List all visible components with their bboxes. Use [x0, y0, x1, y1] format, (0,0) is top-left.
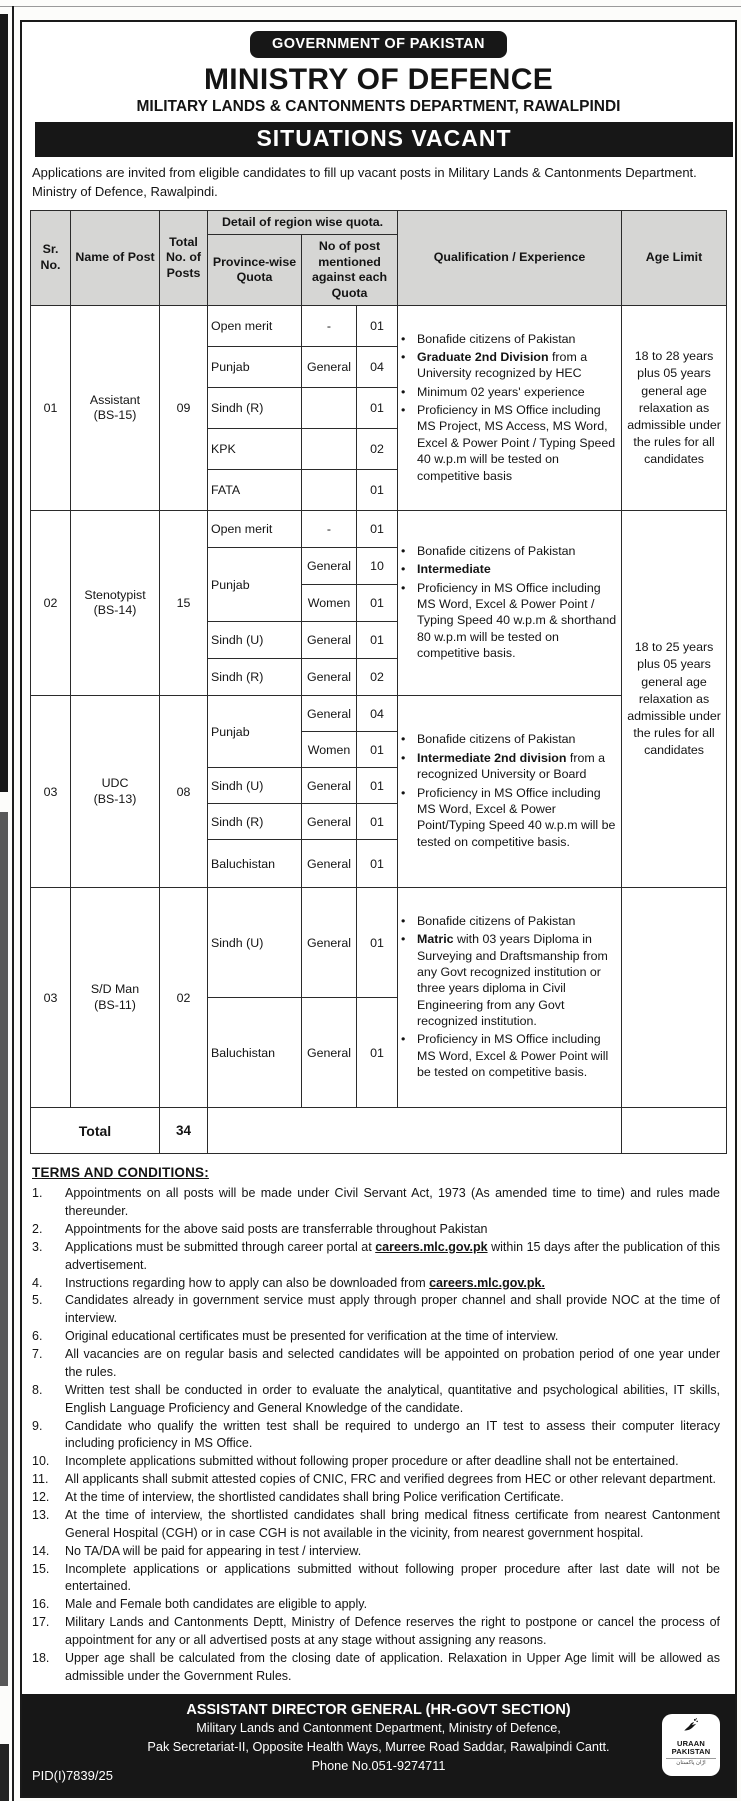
total-value: 34	[160, 1108, 208, 1154]
quota-province: FATA	[208, 470, 302, 511]
post-sr: 01	[31, 306, 71, 511]
term-item	[32, 1596, 721, 1614]
quota-category: General	[302, 659, 357, 696]
term-segment: Military Lands and Cantonments Deptt, Ministry of Defence reserves the right to postpone or cancel the process of appointment for any or all advertised posts at any stage without assigning any reasons.	[65, 1615, 720, 1648]
qualification-text	[417, 731, 618, 747]
quota-province: KPK	[208, 429, 302, 470]
quota-province: Punjab	[208, 696, 302, 768]
term-item	[32, 1614, 721, 1650]
term-text	[65, 1614, 721, 1650]
term-number: 5.	[32, 1293, 43, 1308]
quota-count: 01	[357, 998, 398, 1108]
adjacent-column-black-strip	[0, 14, 8, 792]
qualification-segment: Intermediate 2nd division	[417, 750, 567, 765]
qualification-segment: Intermediate	[417, 562, 491, 577]
total-row-age-cell	[622, 1108, 727, 1154]
term-text	[65, 1346, 721, 1382]
quota-count: 01	[357, 306, 398, 347]
term-item	[32, 1453, 721, 1471]
col-header-name: Name of Post	[71, 210, 160, 306]
term-segment: Original educational certificates must be presented for verification at the time of interview.	[65, 1329, 559, 1344]
quota-count: 01	[357, 470, 398, 511]
term-item	[32, 1185, 721, 1221]
qualification-text	[417, 580, 618, 662]
term-text	[65, 1185, 721, 1221]
bullet-icon	[401, 785, 412, 851]
term-segment: Applications must be submitted through career portal at	[65, 1239, 376, 1254]
qualification-segment: Minimum 02 years' experience	[417, 384, 585, 399]
uraan-logo-text-line1: URAAN	[676, 1739, 706, 1748]
col-header-province: Province-wise Quota	[208, 235, 302, 306]
quota-category: General	[302, 768, 357, 804]
col-header-posts-per-quota: No of post mentioned against each Quota	[302, 235, 398, 306]
uraan-logo-urdu-text: اڑان پاکستان	[666, 1758, 716, 1766]
term-number: 11.	[32, 1472, 49, 1487]
quota-count: 01	[357, 585, 398, 622]
situations-vacant-banner: SITUATIONS VACANT	[35, 122, 733, 157]
terms-section	[32, 1165, 721, 1686]
qualification-bullet	[401, 785, 618, 851]
department-subtitle: MILITARY LANDS & CANTONMENTS DEPARTMENT, RAWALPINDI	[136, 98, 621, 115]
quota-count: 01	[357, 388, 398, 429]
post-total: 09	[160, 306, 208, 511]
post-grade-line: (BS-15)	[93, 408, 137, 423]
bullet-icon	[401, 543, 412, 559]
quota-category: General	[302, 804, 357, 840]
bullet-icon	[401, 402, 412, 484]
col-header-age: Age Limit	[622, 210, 727, 306]
bullet-icon	[401, 349, 412, 382]
quota-row	[31, 888, 727, 998]
quota-province: Sindh (U)	[208, 622, 302, 659]
quota-count: 01	[357, 840, 398, 888]
quota-row	[31, 306, 727, 347]
bullet-icon	[401, 331, 412, 347]
quota-category	[302, 388, 357, 429]
term-item	[32, 1418, 721, 1454]
qualification-bullet	[401, 1031, 618, 1080]
qualification-text	[417, 402, 618, 484]
footer-address-1: Military Lands and Cantonment Department, Ministry of Defence,	[196, 1721, 561, 1735]
term-segment: All vacancies are on regular basis and selected candidates will be appointed on probation period of one year under the rules.	[65, 1347, 720, 1379]
term-number: 4.	[32, 1275, 43, 1290]
term-number: 6.	[32, 1329, 43, 1344]
footer-phone: Phone No.051-9274711	[311, 1759, 446, 1774]
term-text	[65, 1489, 721, 1507]
quota-category: -	[302, 511, 357, 548]
qualification-bullet	[401, 913, 618, 929]
qualification-bullet	[401, 931, 618, 1029]
term-number: 14.	[32, 1543, 50, 1558]
quota-count: 01	[357, 511, 398, 548]
qualification-text	[417, 913, 618, 929]
qualification-cell	[398, 888, 622, 1108]
total-row-empty-cell	[208, 1108, 622, 1154]
post-name	[71, 306, 160, 511]
post-sr: 02	[31, 511, 71, 696]
term-text	[65, 1292, 721, 1328]
intro-text: Applications are invited from eligible candidates to fill up vacant posts in Military Lands & Cantonments Department. Ministry of Defence, Rawalpindi.	[32, 165, 697, 199]
term-segment: Male and Female both candidates are eligible to apply.	[65, 1597, 368, 1612]
quota-province: Sindh (U)	[208, 888, 302, 998]
post-name	[71, 511, 160, 696]
term-number: 13.	[32, 1507, 50, 1522]
term-segment: Instructions regarding how to apply can also be downloaded from	[65, 1275, 430, 1290]
qualification-text	[417, 384, 618, 400]
quota-category: General	[302, 622, 357, 659]
qualification-cell	[398, 511, 622, 696]
age-limit-cell: 18 to 28 years plus 05 years general age relaxation as admissible under the rules for all candidates	[622, 306, 727, 511]
qualification-bullet	[401, 750, 618, 783]
qualification-segment: Proficiency in MS Office including MS Word, Excel & Power Point/Typing Speed 40 w.p.m will be tested on competitive basis.	[417, 785, 616, 849]
term-number: 10.	[32, 1454, 50, 1469]
qualification-segment: Bonafide citizens of Pakistan	[417, 732, 576, 747]
career-portal-link[interactable]: careers.mlc.gov.pk	[375, 1239, 488, 1254]
vacancy-table	[30, 210, 727, 1155]
quota-province: Sindh (R)	[208, 659, 302, 696]
quota-province: Punjab	[208, 347, 302, 388]
quota-category: General	[302, 840, 357, 888]
col-header-total: Total No. of Posts	[160, 210, 208, 306]
newspaper-column-rule	[12, 6, 14, 1801]
quota-province: Open merit	[208, 306, 302, 347]
quota-category	[302, 470, 357, 511]
age-limit-cell: 18 to 25 years plus 05 years general age relaxation as admissible under the rules for all candidates	[622, 511, 727, 888]
term-item	[32, 1221, 721, 1239]
quota-category: Women	[302, 732, 357, 768]
qualification-cell	[398, 306, 622, 511]
term-text	[65, 1543, 721, 1561]
term-segment: Incomplete applications submitted without following proper procedure or after deadline shall not be entertained.	[65, 1454, 679, 1469]
bird-icon	[681, 1722, 701, 1739]
qualification-cell	[398, 696, 622, 888]
term-item	[32, 1346, 721, 1382]
post-total: 02	[160, 888, 208, 1108]
government-badge: GOVERNMENT OF PAKISTAN	[250, 31, 507, 58]
qualification-text	[417, 931, 618, 1029]
qualification-segment: Bonafide citizens of Pakistan	[417, 913, 576, 928]
post-name	[71, 888, 160, 1108]
pid-number: PID(I)7839/25	[32, 1768, 113, 1783]
bullet-icon	[401, 1031, 412, 1080]
page-top-rule	[0, 6, 741, 7]
quota-category: General	[302, 696, 357, 732]
quota-count: 01	[357, 804, 398, 840]
terms-list	[32, 1185, 721, 1686]
col-header-sr: Sr. No.	[31, 210, 71, 306]
term-text	[65, 1221, 721, 1239]
term-segment: At the time of interview, the shortlisted candidates shall bring medical fitness certificate from nearest Cantonment General Hospital (CGH) or in case CGH is not available in the vicinity, from nearest government hospital.	[65, 1507, 720, 1540]
post-total: 08	[160, 696, 208, 888]
term-text	[65, 1275, 721, 1293]
quota-count: 02	[357, 659, 398, 696]
term-text	[65, 1471, 721, 1489]
qualification-bullet	[401, 402, 618, 484]
adjacent-column-bottom-strip	[0, 1744, 9, 1801]
term-segment: No TA/DA will be paid for appearing in test / interview.	[65, 1543, 362, 1558]
term-number: 2.	[32, 1221, 43, 1236]
term-number: 17.	[32, 1615, 50, 1630]
term-item	[32, 1507, 721, 1543]
qualification-bullet	[401, 349, 618, 382]
uraan-logo-text-line2: PAKISTAN	[671, 1747, 711, 1757]
terms-heading: TERMS AND CONDITIONS:	[32, 1165, 209, 1181]
term-number: 1.	[32, 1186, 43, 1201]
quota-province: Punjab	[208, 548, 302, 622]
post-name	[71, 696, 160, 888]
total-row	[31, 1108, 727, 1154]
qualification-text	[417, 1031, 618, 1080]
qualification-segment: Matric	[417, 932, 454, 947]
term-segment: Upper age shall be calculated from the closing date of application. Relaxation in Upper Age limit will be allowed as admissible under the Government Rules.	[65, 1650, 720, 1683]
post-total: 15	[160, 511, 208, 696]
qualification-segment: from a University recognized by HEC	[417, 349, 588, 381]
qualification-bullet	[401, 580, 618, 662]
term-text	[65, 1239, 721, 1275]
qualification-bullet	[401, 543, 618, 559]
quota-count: 04	[357, 347, 398, 388]
quota-province: Sindh (R)	[208, 804, 302, 840]
term-segment: All applicants shall submit attested copies of CNIC, FRC and verified degrees from HEC or other relevant department.	[65, 1472, 716, 1487]
term-segment: Candidates already in government service must apply through proper channel and shall provide NOC at the time of interview.	[65, 1293, 720, 1326]
term-segment: Incomplete applications or applications submitted without following proper procedure after last date will not be entertained.	[65, 1561, 720, 1594]
bullet-icon	[401, 580, 412, 662]
qualification-text	[417, 331, 618, 347]
qualification-text	[417, 349, 618, 382]
post-sr: 03	[31, 888, 71, 1108]
post-grade-line: (BS-14)	[93, 603, 137, 618]
qualification-text	[417, 750, 618, 783]
qualification-bullet	[401, 731, 618, 747]
quota-count: 10	[357, 548, 398, 585]
qualification-segment: Bonafide citizens of Pakistan	[417, 543, 576, 558]
qualification-segment: Proficiency in MS Office including MS Project, MS Access, MS Word, Excel & Power Point / Typing Speed 40 w.p.m will be tested on competitive basis	[417, 403, 616, 483]
footer-title: ASSISTANT DIRECTOR GENERAL (HR-GOVT SECTION)	[186, 1702, 571, 1718]
term-text	[65, 1596, 721, 1614]
age-limit-cell	[622, 888, 727, 1108]
term-text	[65, 1561, 721, 1597]
government-badge-row	[22, 31, 735, 58]
qualification-segment: Proficiency in MS Office including MS Word, Excel & Power Point / Typing Speed 40 w.p.m & shorthand 80 w.p.m will be tested on competitive basis.	[417, 580, 617, 661]
term-item	[32, 1382, 721, 1418]
term-text	[65, 1418, 721, 1454]
quota-category: General	[302, 888, 357, 998]
qualification-segment: from a recognized University or Board	[417, 750, 606, 782]
term-segment: Candidate who qualify the written test shall be required to undergo an IT test to assess their computer literacy including proficiency in MS Office.	[65, 1418, 720, 1451]
qualification-text	[417, 785, 618, 851]
quota-province: Open merit	[208, 511, 302, 548]
term-text	[65, 1328, 721, 1346]
term-text	[65, 1650, 721, 1686]
quota-province: Baluchistan	[208, 998, 302, 1108]
term-number: 15.	[32, 1561, 50, 1576]
quota-count: 01	[357, 622, 398, 659]
quota-count: 01	[357, 768, 398, 804]
quota-province: Sindh (R)	[208, 388, 302, 429]
bullet-icon	[401, 731, 412, 747]
qualification-bullet	[401, 561, 618, 577]
term-text	[65, 1382, 721, 1418]
term-segment: Appointments for the above said posts are transferrable throughout Pakistan	[65, 1221, 488, 1236]
term-number: 9.	[32, 1418, 43, 1433]
quota-category: -	[302, 306, 357, 347]
bullet-icon	[401, 561, 412, 577]
term-item	[32, 1489, 721, 1507]
post-name-line: UDC	[101, 776, 129, 791]
quota-count: 04	[357, 696, 398, 732]
quota-count: 01	[357, 732, 398, 768]
qualification-bullet	[401, 331, 618, 347]
term-item	[32, 1328, 721, 1346]
term-item	[32, 1471, 721, 1489]
bullet-icon	[401, 384, 412, 400]
quota-count: 01	[357, 888, 398, 998]
post-name-line: S/D Man	[90, 982, 140, 997]
term-item	[32, 1239, 721, 1275]
vacancy-table-body	[31, 306, 727, 1108]
post-name-line: Assistant	[89, 392, 141, 407]
col-header-quota-group: Detail of region wise quota.	[208, 210, 398, 235]
term-item	[32, 1650, 721, 1686]
quota-category: General	[302, 347, 357, 388]
term-item	[32, 1275, 721, 1293]
term-number: 12.	[32, 1490, 50, 1505]
term-number: 16.	[32, 1597, 50, 1612]
term-number: 18.	[32, 1650, 50, 1665]
uraan-pakistan-logo	[662, 1714, 720, 1776]
post-grade-line: (BS-13)	[93, 791, 137, 806]
post-sr: 03	[31, 696, 71, 888]
ministry-title: MINISTRY OF DEFENCE	[203, 63, 554, 96]
term-item	[32, 1561, 721, 1597]
quota-category: Women	[302, 585, 357, 622]
quota-row	[31, 511, 727, 548]
quota-category: General	[302, 998, 357, 1108]
quota-count: 02	[357, 429, 398, 470]
qualification-segment: with 03 years Diploma in Surveying and Draftsmanship from any Govt recognized institution or three years diploma in Civil Engineering from any Govt recognized institution.	[417, 932, 608, 1029]
bullet-icon	[401, 750, 412, 783]
footer-band	[22, 1694, 735, 1796]
bullet-icon	[401, 931, 412, 1029]
qualification-text	[417, 561, 618, 577]
qualification-segment: Proficiency in MS Office including MS Word, Excel & Power Point will be tested on competitive basis.	[417, 1032, 609, 1080]
advertisement-frame	[20, 20, 737, 1798]
quota-category	[302, 429, 357, 470]
term-number: 8.	[32, 1382, 43, 1397]
term-segment: Written test shall be conducted in order to evaluate the analytical, quantitative and psychological abilities, IT skills, English Language Proficiency and General Knowledge of the candidate.	[65, 1382, 720, 1415]
term-segment: At the time of interview, the shortlisted candidates shall bring Police verification Certificate.	[65, 1490, 564, 1505]
quota-category: General	[302, 548, 357, 585]
total-label: Total	[31, 1108, 160, 1154]
qualification-segment: Graduate 2nd Division	[417, 349, 549, 364]
qualification-segment: Bonafide citizens of Pakistan	[417, 331, 576, 346]
footer-address-2: Pak Secretariat-II, Opposite Health Ways, Murree Road Saddar, Rawalpindi Cantt.	[147, 1740, 610, 1755]
term-text	[65, 1453, 721, 1471]
term-number: 3.	[32, 1239, 43, 1254]
bullet-icon	[401, 913, 412, 929]
adjacent-column-gray-strip	[0, 812, 8, 1686]
col-header-qualification: Qualification / Experience	[398, 210, 622, 306]
quota-province: Baluchistan	[208, 840, 302, 888]
post-grade-line: (BS-11)	[94, 997, 136, 1012]
term-number: 7.	[32, 1347, 43, 1362]
term-segment: within 15 days after the publication of this advertisement.	[65, 1239, 720, 1272]
term-text	[65, 1507, 721, 1543]
qualification-text	[417, 543, 618, 559]
term-item	[32, 1543, 721, 1561]
post-name-line: Stenotypist	[84, 587, 146, 602]
term-item	[32, 1292, 721, 1328]
quota-province: Sindh (U)	[208, 768, 302, 804]
qualification-bullet	[401, 384, 618, 400]
career-portal-link[interactable]: careers.mlc.gov.pk.	[429, 1275, 545, 1290]
term-segment: Appointments on all posts will be made under Civil Servant Act, 1973 (As amended time to time) and rules made thereunder.	[65, 1186, 720, 1219]
